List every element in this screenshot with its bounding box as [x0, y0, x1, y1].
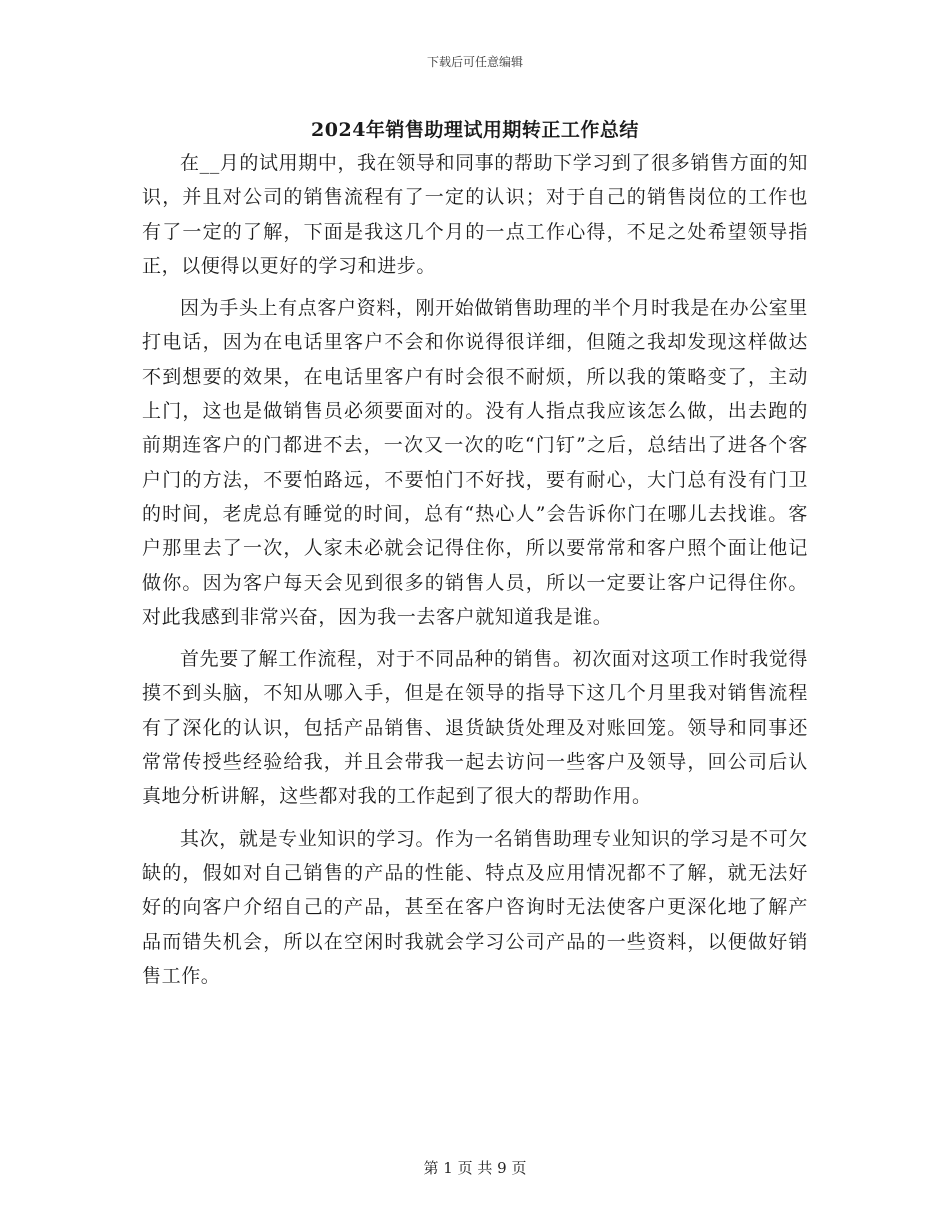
document-title: 2024年销售助理试用期转正工作总结: [311, 119, 639, 141]
paragraph: 因为手头上有点客户资料，刚开始做销售助理的半个月时我是在办公室里打电话，因为在电话里客户不会和你说得很详细，但随之我却发现这样做达不到想要的效果，在电话里客户有时会很不耐烦，所以我的策略变了，主动上门，这也是做销售员必须要面对的。没有人指点我应该怎么做，出去跑的前期连客户的门都进不去，一次又一次的吃“门钉”之后，总结出了进各个客户门的方法，不要怕路远，不要怕门不好找，要有耐心，大门总有没有门卫的时间，老虎总有睡觉的时间，总有“热心人”会告诉你门在哪儿去找谁。客户那里去了一次，人家未必就会记得住你，所以要常常和客户照个面让他记做你。因为客户每天会见到很多的销售人员，所以一定要让客户记得住你。对此我感到非常兴奋，因为我一去客户就知道我是谁。: [142, 297, 808, 628]
page-header-note: 下载后可任意编辑: [426, 55, 523, 69]
document-body: [142, 146, 808, 993]
paragraph: 其次，就是专业知识的学习。作为一名销售助理专业知识的学习是不可欠缺的，假如对自己销售的产品的性能、特点及应用情况都不了解，就无法好好的向客户介绍自己的产品，甚至在客户咨询时无法使客户更深化地了解产品而错失机会，所以在空闲时我就会学习公司产品的一些资料，以便做好销售工作。: [142, 827, 808, 987]
paragraph: 在__月的试用期中，我在领导和同事的帮助下学习到了很多销售方面的知识，并且对公司的销售流程有了一定的认识；对于自己的销售岗位的工作也有了一定的了解，下面是我这几个月的一点工作心得，不足之处希望领导指正，以便得以更好的学习和进步。: [142, 152, 808, 277]
page-number: 第 1 页 共 9 页: [423, 1159, 527, 1177]
paragraph: 首先要了解工作流程，对于不同品种的销售。初次面对这项工作时我觉得摸不到头脑，不知从哪入手，但是在领导的指导下这几个月里我对销售流程有了深化的认识，包括产品销售、退货缺货处理及对账回笼。领导和同事还常常传授些经验给我，并且会带我一起去访问一些客户及领导，回公司后认真地分析讲解，这些都对我的工作起到了很大的帮助作用。: [142, 648, 808, 808]
